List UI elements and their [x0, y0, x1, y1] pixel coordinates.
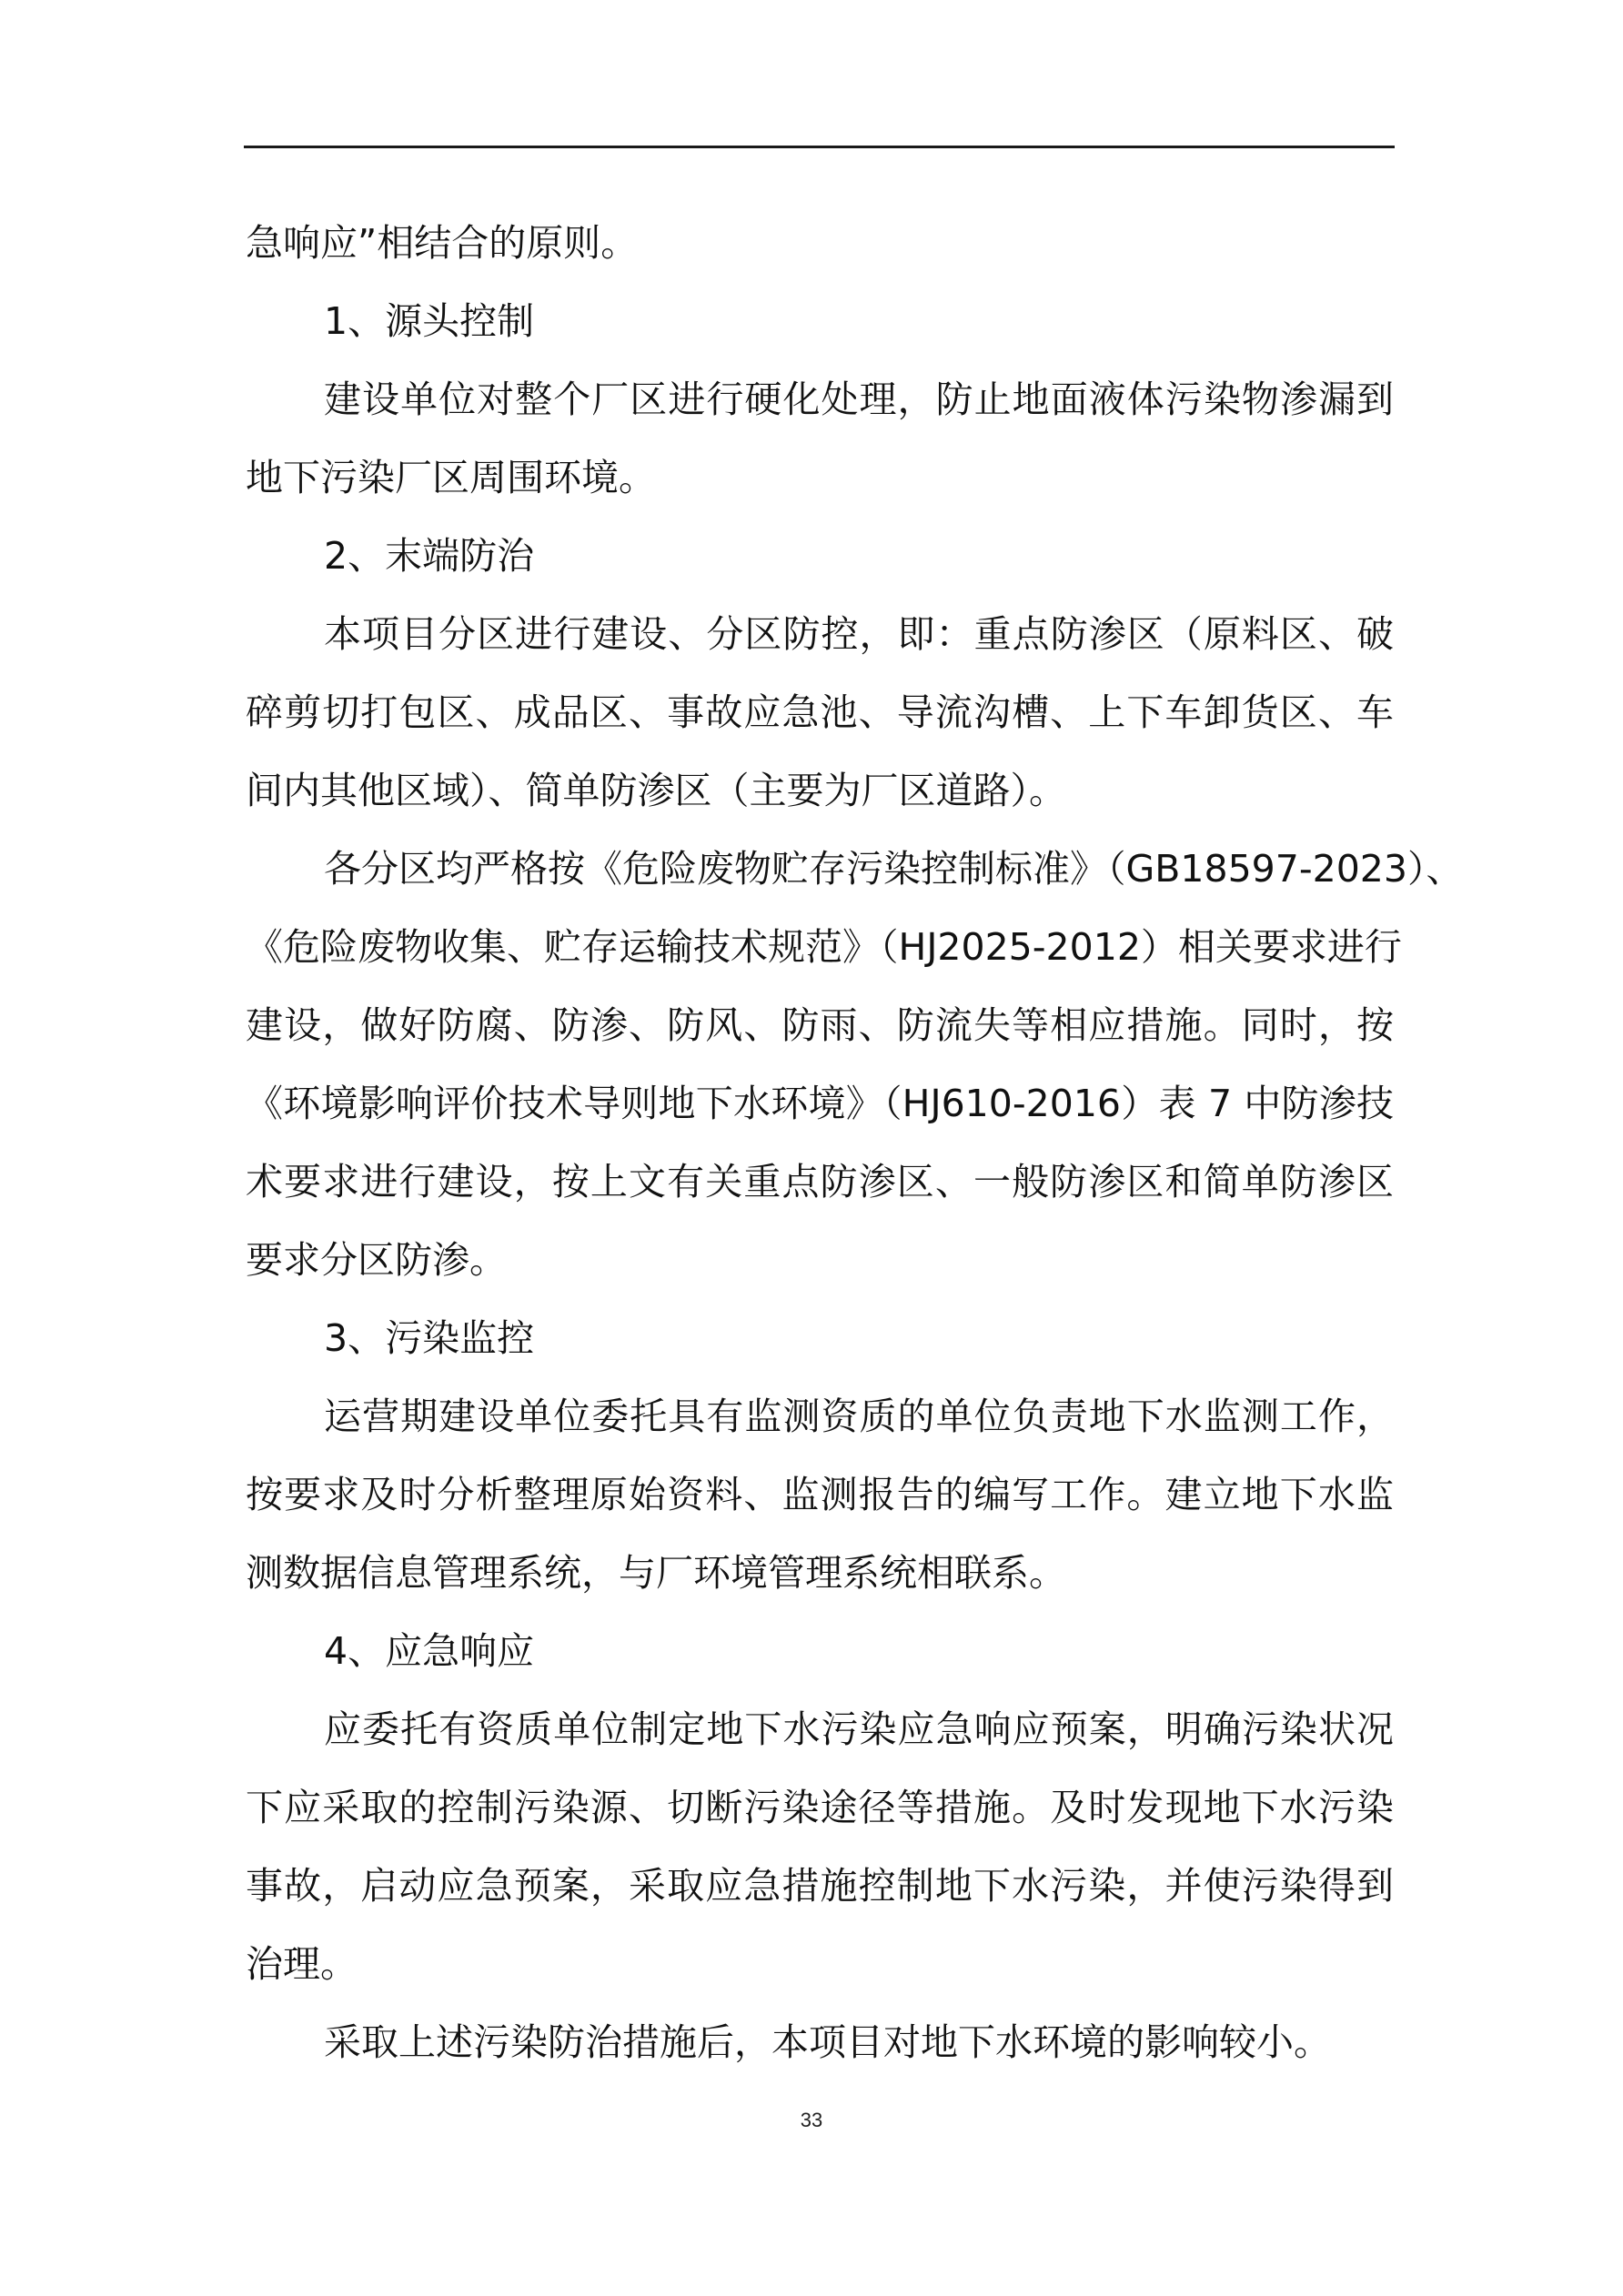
- text-line: 按要求及时分析整理原始资料、监测报告的编写工作。建立地下水监: [246, 1473, 1394, 1516]
- text-line: 应委托有资质单位制定地下水污染应急响应预案，明确污染状况: [324, 1707, 1394, 1751]
- text-line: 急响应”相结合的原则。: [246, 221, 639, 265]
- section-heading-end-treatment: 2、末端防治: [324, 534, 535, 578]
- text-line: 术要求进行建设，按上文有关重点防渗区、一般防渗区和简单防渗区: [246, 1160, 1394, 1203]
- text-line: 测数据信息管理系统，与厂环境管理系统相联系。: [246, 1551, 1066, 1595]
- text-line: 地下污染厂区周围环境。: [246, 456, 656, 499]
- text-line: 建设，做好防腐、防渗、防风、防雨、防流失等相应措施。同时，按: [246, 1003, 1394, 1047]
- text-line: 碎剪切打包区、成品区、事故应急池、导流沟槽、上下车卸货区、车: [246, 690, 1394, 734]
- section-heading-source-control: 1、源头控制: [324, 299, 535, 343]
- text-line: 《危险废物收集、贮存运输技术规范》（HJ2025-2012）相关要求进行: [246, 925, 1402, 969]
- text-line: 事故，启动应急预案，采取应急措施控制地下水污染，并使污染得到: [246, 1864, 1394, 1908]
- text-line: 运营期建设单位委托具有监测资质的单位负责地下水监测工作，: [324, 1395, 1394, 1438]
- document-body: [246, 204, 1464, 2081]
- text-line: 本项目分区进行建设、分区防控，即：重点防渗区（原料区、破: [324, 612, 1394, 656]
- text-line: 间内其他区域）、简单防渗区（主要为厂区道路）。: [246, 769, 1066, 812]
- text-line: 要求分区防渗。: [246, 1238, 507, 1282]
- header-rule: [244, 146, 1395, 148]
- page-number: 33: [800, 2109, 823, 2131]
- text-line: 治理。: [246, 1942, 358, 1986]
- text-line: 各分区均严格按《危险废物贮存污染控制标准》（GB18597-2023）、: [324, 847, 1464, 891]
- text-line: 采取上述污染防治措施后，本项目对地下水环境的影响较小。: [324, 2020, 1331, 2064]
- text-line: 《环境影响评价技术导则地下水环境》（HJ610-2016）表 7 中防渗技: [246, 1082, 1394, 1125]
- text-line: 建设单位对整个厂区进行硬化处理，防止地面液体污染物渗漏到: [324, 378, 1394, 421]
- section-heading-pollution-monitoring: 3、污染监控: [324, 1316, 535, 1360]
- section-heading-emergency-response: 4、应急响应: [324, 1629, 535, 1673]
- text-line: 下应采取的控制污染源、切断污染途径等措施。及时发现地下水污染: [246, 1786, 1394, 1829]
